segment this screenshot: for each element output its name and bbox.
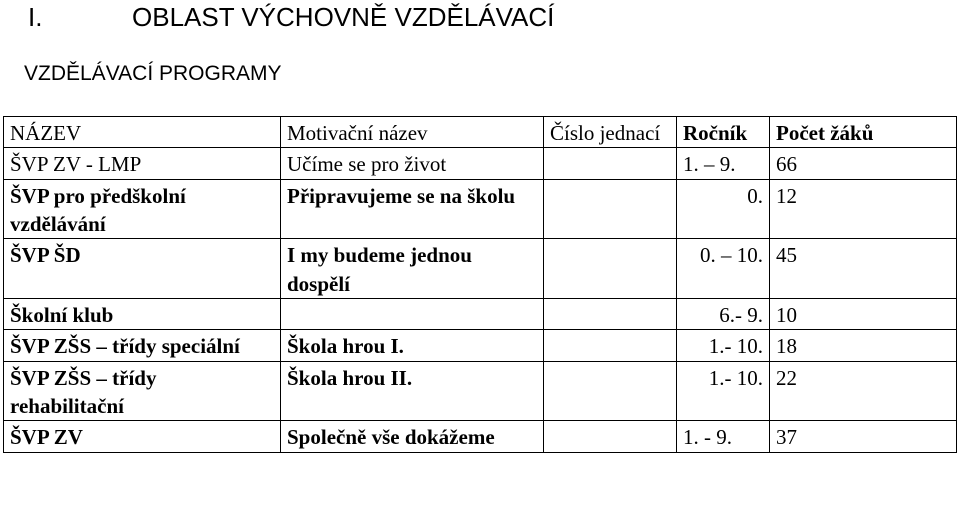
row-ref (544, 179, 677, 239)
row-count: 12 (770, 179, 957, 239)
row-name: ŠVP ŠD (4, 239, 281, 299)
row-grade: 1. – 9. (677, 148, 770, 179)
row-grade: 0. – 10. (677, 239, 770, 299)
row-count: 22 (770, 361, 957, 421)
header-count: Počet žáků (770, 117, 957, 148)
row-motto: Učíme se pro život (281, 148, 544, 179)
row-ref (544, 330, 677, 361)
row-motto: Škola hrou II. (281, 361, 544, 421)
table-row (4, 421, 957, 452)
table-header-row (4, 117, 957, 148)
row-motto (281, 299, 544, 330)
row-ref (544, 148, 677, 179)
subsection-title: VZDĚLÁVACÍ PROGRAMY (24, 62, 282, 85)
row-name: ŠVP pro předškolní vzdělávání (4, 179, 281, 239)
row-count: 18 (770, 330, 957, 361)
row-count: 45 (770, 239, 957, 299)
row-ref (544, 299, 677, 330)
section-number: I. (28, 2, 43, 32)
row-name: ŠVP ZŠS – třídy rehabilitační (4, 361, 281, 421)
row-grade: 1.- 10. (677, 330, 770, 361)
header-ref: Číslo jednací (544, 117, 677, 148)
header-name: NÁZEV (4, 117, 281, 148)
row-ref (544, 361, 677, 421)
section-heading (28, 2, 554, 33)
table-row (4, 239, 957, 299)
row-name: Školní klub (4, 299, 281, 330)
table-row (4, 361, 957, 421)
row-motto: Společně vše dokážeme (281, 421, 544, 452)
row-grade: 0. (677, 179, 770, 239)
row-ref (544, 421, 677, 452)
row-grade: 1. - 9. (677, 421, 770, 452)
row-count: 66 (770, 148, 957, 179)
row-motto: Škola hrou I. (281, 330, 544, 361)
row-count: 10 (770, 299, 957, 330)
programs-table (3, 116, 957, 453)
header-grade: Ročník (677, 117, 770, 148)
section-title: OBLAST VÝCHOVNĚ VZDĚLÁVACÍ (132, 2, 555, 32)
table-row (4, 299, 957, 330)
row-motto: I my budeme jednou dospělí (281, 239, 544, 299)
row-grade: 1.- 10. (677, 361, 770, 421)
row-grade: 6.- 9. (677, 299, 770, 330)
row-name: ŠVP ZŠS – třídy speciální (4, 330, 281, 361)
row-name: ŠVP ZV (4, 421, 281, 452)
table-row (4, 148, 957, 179)
row-ref (544, 239, 677, 299)
row-count: 37 (770, 421, 957, 452)
row-name: ŠVP ZV - LMP (4, 148, 281, 179)
header-motto: Motivační název (281, 117, 544, 148)
row-motto: Připravujeme se na školu (281, 179, 544, 239)
table-row (4, 179, 957, 239)
table-row (4, 330, 957, 361)
